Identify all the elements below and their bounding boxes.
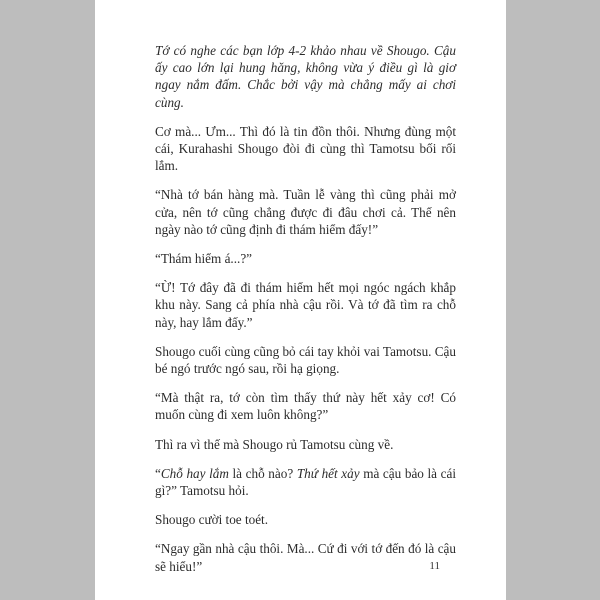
question-emphasis-1: Chỗ hay lắm (160, 465, 229, 481)
question-part-2: là chỗ nào? (228, 465, 297, 481)
paragraph-shop: “Nhà tớ bán hàng mà. Tuần lễ vàng thì cũng phải mở cửa, nên tớ cũng chẳng được đi đâu chơi cả. Thế nên ngày nào tớ cũng định đi thám hiểm đấy!” (155, 187, 456, 237)
question-emphasis-2: Thứ hết xảy (296, 465, 360, 481)
question-part-3: mà cậu bảo là cái gì?” Tamotsu hỏi. (155, 465, 457, 499)
paragraph-found-thing: “Mà thật ra, tớ còn tìm thấy thứ này hết xảy cơ! Có muốn cùng đi xem luôn không?” (155, 390, 456, 423)
book-page (95, 0, 506, 600)
paragraph-rumor: Tớ có nghe các bạn lớp 4-2 khảo nhau về Shougo. Cậu ấy cao lớn lại hung hăng, không vừa ý điều gì là giơ ngay nắm đấm. Chắc bởi vậy mà chẳng mấy ai chơi cùng. (155, 43, 456, 110)
paragraph-lower-voice: Shougo cuối cùng cũng bỏ cái tay khỏi vai Tamotsu. Cậu bé ngó trước ngó sau, rồi hạ giọng. (155, 343, 456, 377)
paragraph-invite: Thì ra vì thế mà Shougo rủ Tamotsu cùng về. (155, 436, 394, 452)
paragraph-question (155, 465, 456, 499)
page-number: 11 (429, 560, 440, 572)
paragraph-confused: Cơ mà... Ưm... Thì đó là tin đồn thôi. Nhưng đùng một cái, Kurahashi Shougo đòi đi cùng thì Tamotsu bối rối lắm. (155, 123, 456, 174)
paragraph-grin: Shougo cười toe toét. (155, 512, 269, 528)
paragraph-near-house: “Ngay gần nhà cậu thôi. Mà... Cứ đi với tớ đến đó là cậu sẽ hiểu!” (155, 541, 456, 574)
paragraph-explore-question: “Thám hiểm á...?” (155, 251, 253, 267)
paragraph-explored: “Ừ! Tớ đây đã đi thám hiểm hết mọi ngóc ngách khắp khu này. Sang cả phía nhà cậu rồi. Và tớ đã tìm ra chỗ này, hay lắm đấy.” (155, 280, 456, 330)
question-part-1: “ (155, 465, 161, 481)
